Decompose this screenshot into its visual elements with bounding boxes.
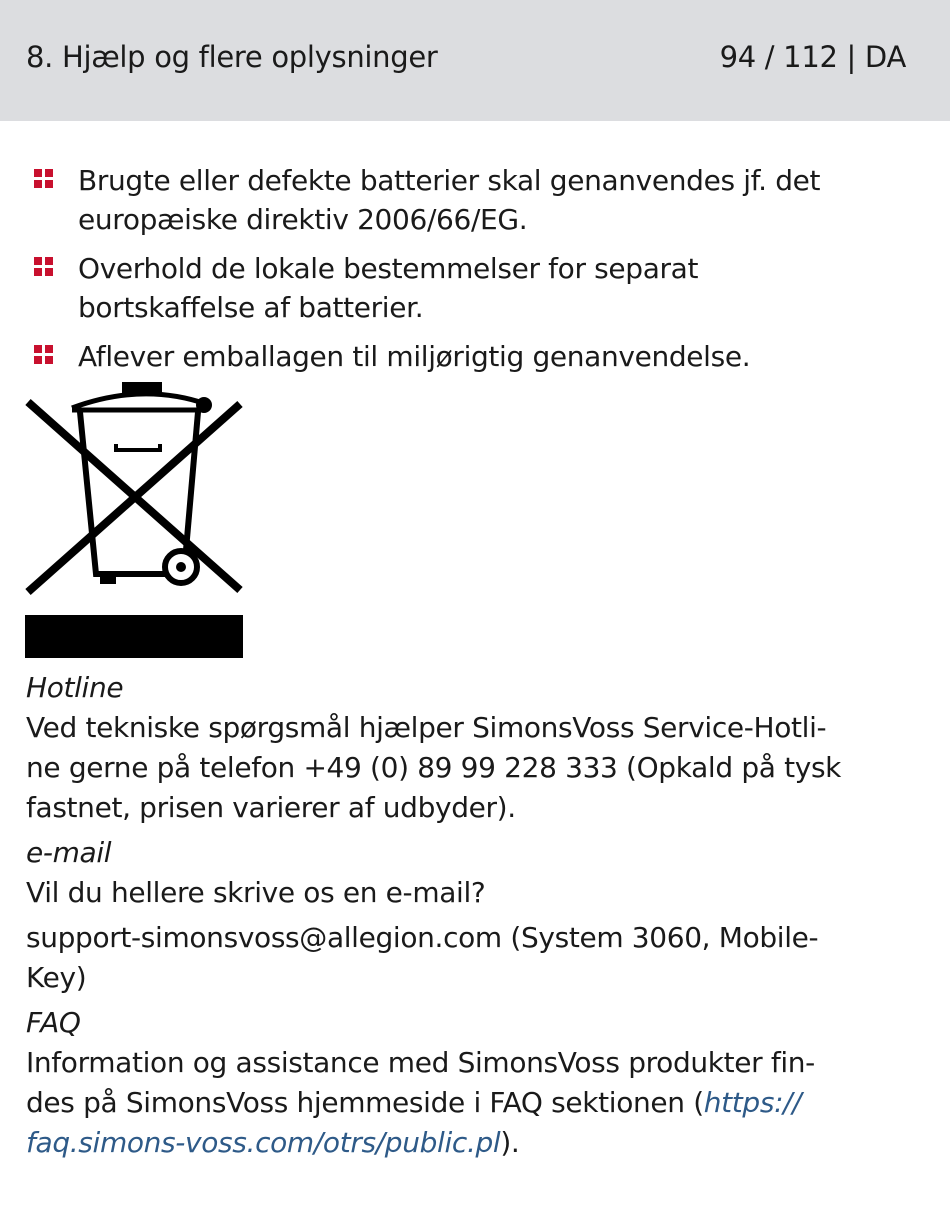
crossed-out-wheelie-bin-icon — [24, 380, 244, 660]
list-item-text: Overhold de lokale bestemmelser for separat — [78, 252, 699, 285]
bullet-list — [0, 161, 950, 386]
faq-link[interactable]: https:// — [703, 1086, 802, 1119]
bullet-icon — [34, 345, 54, 365]
hotline-text: Ved tekniske spørgsmål hjælper SimonsVoss Service-Hotli- ne gerne på telefon +49 (0) 89 99 228 333 (Opkald på tysk fastnet, prisen varierer af udbyder). — [26, 711, 842, 824]
page-number: 94 / 112 | DA — [719, 40, 906, 74]
list-item-text: Aflever emballagen til miljørigtig genanvendelse. — [78, 340, 751, 373]
bullet-icon — [34, 257, 54, 277]
list-item-text: europæiske direktiv 2006/66/EG. — [78, 203, 528, 236]
list-item — [0, 337, 898, 376]
chapter-title: 8. Hjælp og flere oplysninger — [26, 40, 438, 74]
email-text: Vil du hellere skrive os en e-mail? — [26, 876, 486, 909]
contact-section — [26, 668, 926, 1168]
faq-text: Information og assistance med SimonsVoss produkter fin- des på SimonsVoss hjemmeside i FAQ sektionen (https:// faq.simons-voss.com/otrs/public.pl). — [26, 1046, 815, 1159]
list-item — [0, 249, 898, 327]
bullet-icon — [34, 169, 54, 189]
list-item-text: bortskaffelse af batterier. — [78, 291, 424, 324]
hotline-heading: Hotline — [26, 671, 124, 704]
email-heading: e-mail — [26, 836, 112, 869]
list-item — [0, 161, 898, 239]
page-header — [0, 0, 950, 121]
faq-link[interactable]: faq.simons-voss.com/otrs/public.pl — [26, 1126, 501, 1159]
faq-heading: FAQ — [26, 1006, 81, 1039]
list-item-text: Brugte eller defekte batterier skal genanvendes jf. det — [78, 164, 821, 197]
email-address: support-simonsvoss@allegion.com (System 3060, Mobile- Key) — [26, 921, 819, 994]
